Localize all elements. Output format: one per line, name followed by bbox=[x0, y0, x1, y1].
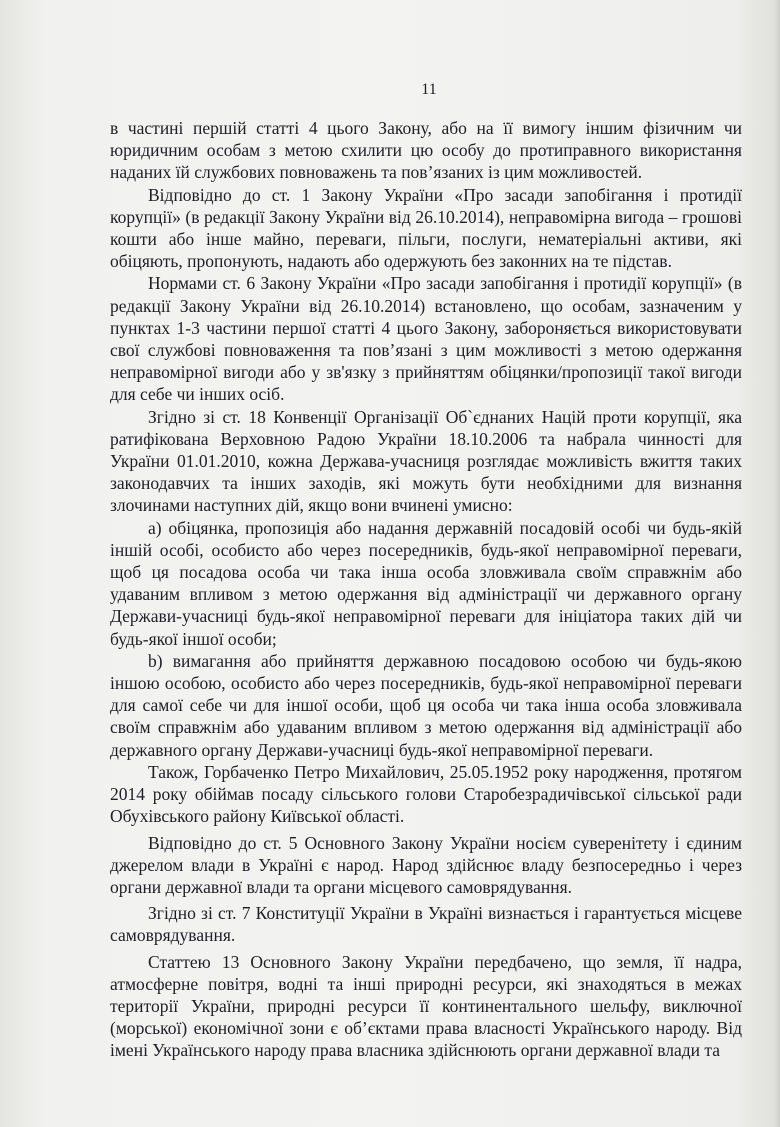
paragraph-article-13: Статтею 13 Основного Закону України передбачено, що земля, її надра, атмосферне повітря, водні та інші природні ресурси, які знаходяться в межах території України, природні ресурси її континентального шельфу, виключної (морської) економічної зони є об’єктами права власності Українського народу. Від імені Українського народу права власника здійснюють органи державної влади та bbox=[110, 951, 742, 1061]
paragraph-article-7: Згідно зі ст. 7 Конституції України в Україні визнається і гарантується місцеве самоврядування. bbox=[110, 903, 742, 946]
paragraph-village-head: Також, Горбаченко Петро Михайлович, 25.05.1952 року народження, протягом 2014 року обіймав посаду сільського голови Старобезрадичівської сільської ради Обухівського району Київської області. bbox=[110, 761, 742, 827]
paragraph-article-6: Нормами ст. 6 Закону України «Про засади запобігання і протидії корупції» (в редакції Закону України від 26.10.2014) встановлено, що особам, зазначеним у пунктах 1-3 частини першої статті 4 цього Закону, забороняється використовувати свої службові повноваження та пов’язані з цим можливості з метою одержання неправомірної вигоди або у зв'язку з прийняттям обіцянки/пропозиції такої вигоди для себе чи інших осіб. bbox=[110, 273, 742, 405]
page-number: 11 bbox=[421, 81, 437, 98]
paragraph-item-b: b) вимагання або прийняття державною посадовою особою чи будь-якою іншою особою, особисто або через посередників, будь-якої неправомірної переваги для самої себе чи для іншої особи, щоб ця особа чи така інша особа зловживала своїм справжнім або удаваним впливом з метою одержання від адміністрації або державного органу Держави-учасниці будь-якої неправомірної переваги. bbox=[110, 650, 742, 760]
paragraph-item-a: а) обіцянка, пропозиція або надання державній посадовій особі чи будь-якій іншій особі, особисто або через посередників, будь-якої неправомірної переваги, щоб ця посадова особа чи така інша особа зловживала своїм справжнім або удаваним впливом з метою одержання від адміністрації чи державного органу Держави-учасниці будь-якої неправомірної переваги для ініціатора таких дій чи будь-якої іншої особи; bbox=[110, 517, 742, 649]
scan-edge-shadow bbox=[774, 0, 780, 1127]
paragraph-definition-benefit: Відповідно до ст. 1 Закону України «Про засади запобігання і протидії корупції» (в редакції Закону України від 26.10.2014), неправомірна вигода – грошові кошти або інше майно, переваги, пільги, послуги, нематеріальні активи, які обіцяють, пропонують, надають або одержують без законних на те підстав. bbox=[110, 184, 742, 272]
paragraph-article-5: Відповідно до ст. 5 Основного Закону України носієм суверенітету і єдиним джерелом влади в Україні є народ. Народ здійснює владу безпосередньо і через органи державної влади та органи місцевого самоврядування. bbox=[110, 832, 742, 897]
paragraph-continuation: в частині першій статті 4 цього Закону, або на її вимогу іншим фізичним чи юридичним особам з метою схилити цю особу до протиправного використання наданих їй службових повноважень та пов’язаних із цим можливостей. bbox=[110, 118, 742, 183]
paragraph-un-convention: Згідно зі ст. 18 Конвенції Організації Об`єднаних Націй проти корупції, яка ратифікована Верховною Радою України 18.10.2006 та набрала чинності для України 01.01.2010, кожна Держава-учасниця розглядає можливість вжиття таких законодавчих та інших заходів, які можуть бути необхідними для визнання злочинами наступних дій, якщо вони вчинені умисно: bbox=[110, 406, 742, 516]
